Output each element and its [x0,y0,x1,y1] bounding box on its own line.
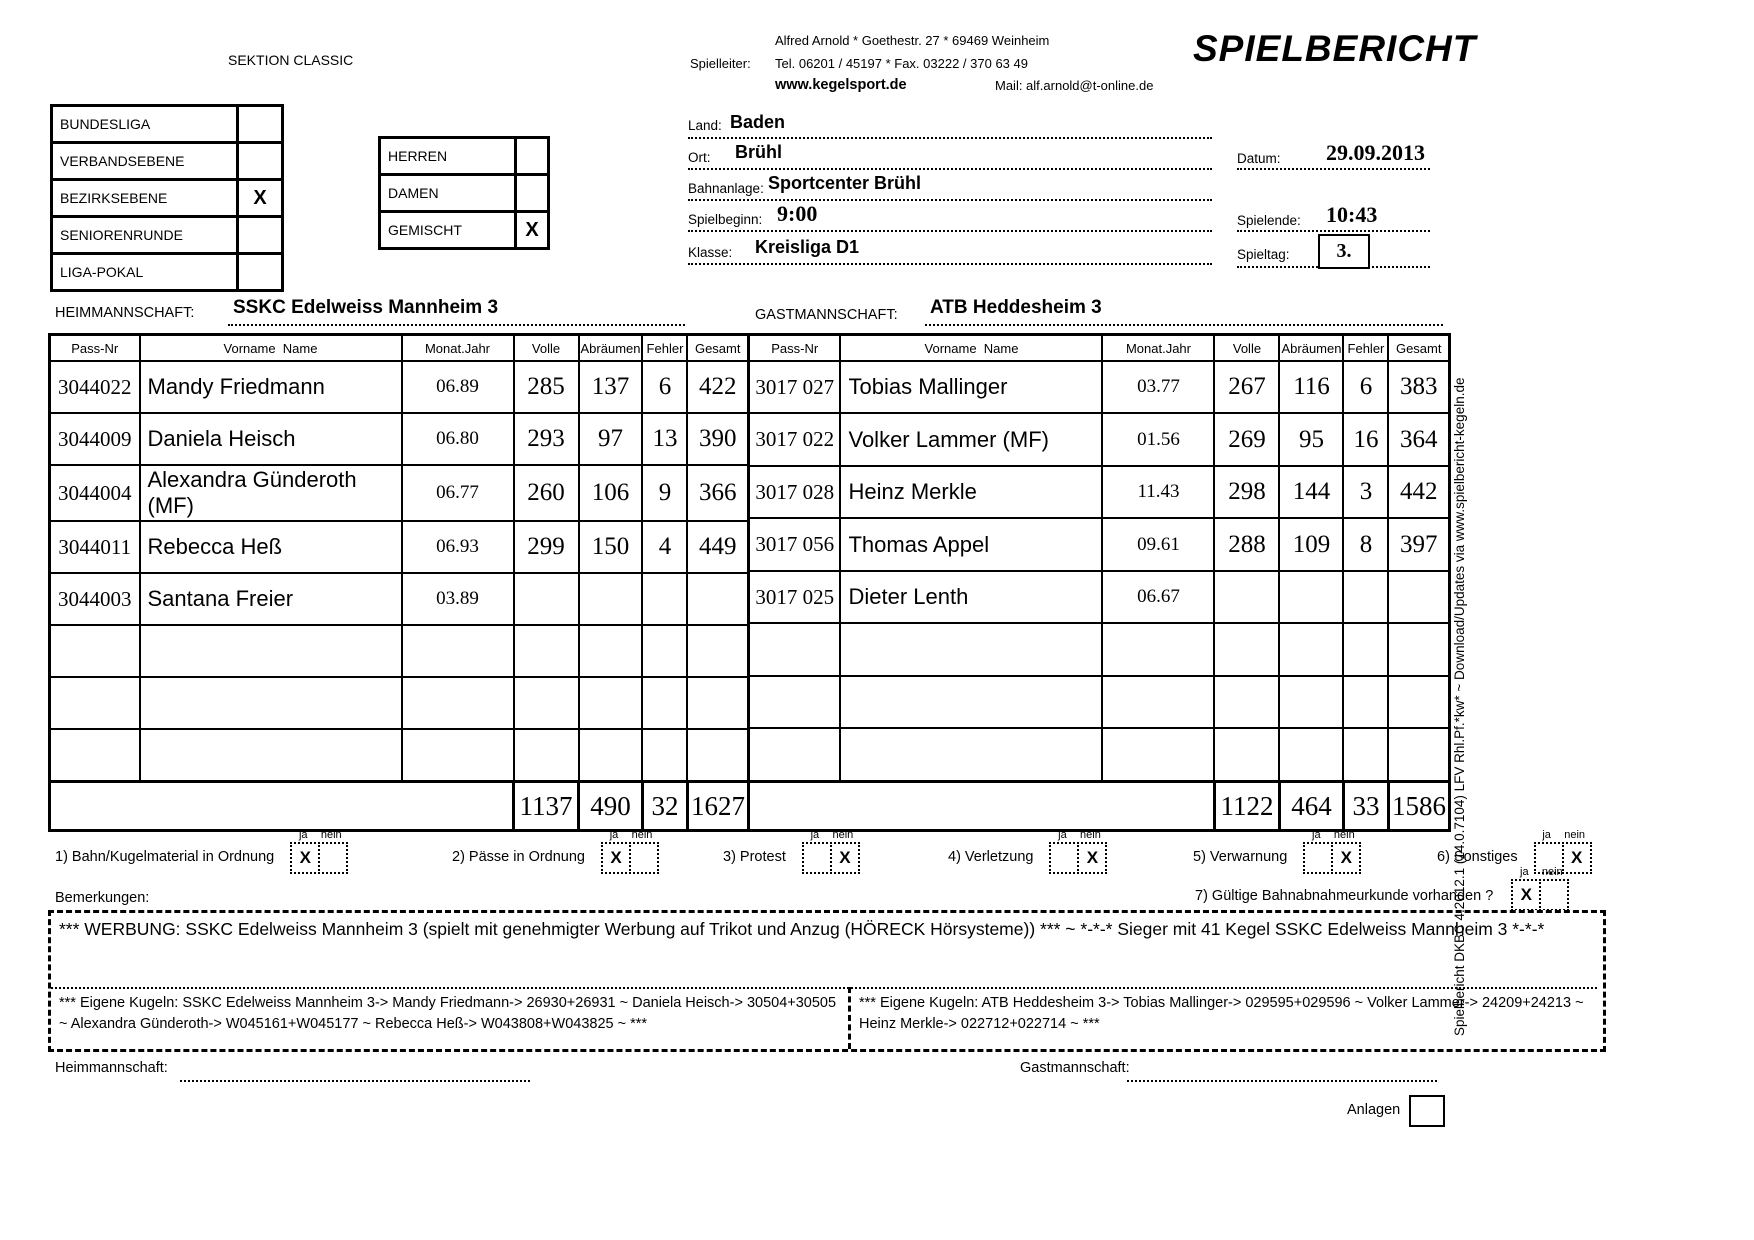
land-value: Baden [730,112,786,132]
divider-line [51,987,1597,989]
pass-number: 3017 056 [748,518,840,570]
birth-month-year: 06.93 [402,521,514,573]
dotted-line [688,137,1212,139]
league-level-row [52,254,283,291]
spielbeginn-value: 9:00 [777,201,818,226]
ja-caption: ja [609,829,619,841]
dotted-line [688,168,1212,170]
volle-value [1214,676,1279,728]
bemerkungen-label: Bemerkungen: [55,890,150,906]
birth-month-year: 09.61 [1102,518,1214,570]
league-level-label: BUNDESLIGA [52,106,238,143]
league-level-checkbox[interactable] [238,254,283,291]
pass-number: 3017 022 [748,413,840,465]
player-name: Santana Freier [140,573,402,625]
dotted-line [688,199,1212,201]
check-label: 4) Verletzung [948,849,1034,865]
spielende-value: 10:43 [1326,202,1378,227]
nein-caption: nein [1333,829,1355,841]
league-level-checkbox[interactable] [238,106,283,143]
league-level-row [52,143,283,180]
spielleiter-mail: Mail: alf.arnold@t-online.de [995,78,1154,93]
klasse-value: Kreisliga D1 [755,237,860,257]
category-checkbox[interactable] [516,175,549,212]
guest-own-balls-text: *** Eigene Kugeln: ATB Heddesheim 3-> Tobias Mallinger-> 029595+029596 ~ Volker Lammer-> 24209+24213 ~ Heinz Merkle-> 022712+022714 ~ *** [859,995,1584,1032]
category-label: HERREN [380,138,516,175]
column-header: Pass-Nr [748,335,840,362]
nein-checkbox[interactable]: X [1077,842,1107,874]
gesamt-value [1388,728,1449,781]
pass-number: 3044011 [50,521,140,573]
ja-nein-checkbox [1049,829,1107,874]
check-label: 1) Bahn/Kugelmaterial in Ordnung [55,849,275,865]
league-level-table [50,104,284,292]
column-header: Monat.Jahr [402,335,514,362]
ja-nein-caption [802,829,860,842]
pass-number: 3044003 [50,573,140,625]
dotted-line [1237,230,1430,232]
league-level-label: LIGA-POKAL [52,254,238,291]
guest-player-row [748,466,1449,518]
gesamt-value [687,573,748,625]
column-header: Pass-Nr [50,335,140,362]
nein-checkbox[interactable] [318,842,348,874]
birth-month-year [402,729,514,782]
nein-caption: nein [1541,866,1563,878]
fehler-value: 9 [642,465,687,521]
birth-month-year [1102,623,1214,675]
spielleiter-address: Alfred Arnold * Goethestr. 27 * 69469 Weinheim [775,33,1050,48]
ja-checkbox[interactable] [802,842,832,874]
ja-nein-checkbox [1511,866,1569,911]
home-total-gesamt: 1627 [687,782,748,831]
player-name [140,625,402,677]
column-header: Gesamt [687,335,748,362]
home-player-row [50,413,749,465]
pass-number: 3044009 [50,413,140,465]
home-own-balls-text: *** Eigene Kugeln: SSKC Edelweiss Mannheim 3-> Mandy Friedmann-> 26930+26931 ~ Daniela Heisch-> 30504+30505 ~ Alexandra Günderoth-> W045161+W045177 ~ Rebecca Heß-> W043808+W043825 ~ *** [59,995,837,1032]
gesamt-value [687,677,748,729]
pass-number: 3017 028 [748,466,840,518]
volle-value: 293 [514,413,579,465]
pass-number [748,623,840,675]
land-label: Land: [688,118,722,133]
bemerkungen-box [48,910,1606,1052]
bemerkungen-text: *** WERBUNG: SSKC Edelweiss Mannheim 3 (spielt mit genehmigter Werbung auf Trikot und Anzug (HÖRECK Hörsysteme)) *** ~ *-*-* Sieger mit 41 Kegel SSKC Edelweiss Mannheim 3 *-*-* [59,919,1545,939]
league-level-label: SENIORENRUNDE [52,217,238,254]
check-label: 6) Sonstiges [1437,849,1518,865]
home-player-row [50,361,749,413]
birth-month-year: 03.89 [402,573,514,625]
check-item [948,829,1107,874]
fehler-value [642,625,687,677]
home-signature-label: Heimmannschaft: [55,1060,168,1076]
klasse-label: Klasse: [688,245,733,260]
guest-total-abraeumen: 464 [1279,782,1343,831]
birth-month-year: 01.56 [1102,413,1214,465]
abraeumen-value: 116 [1279,361,1343,413]
pass-number: 3044022 [50,361,140,413]
guest-player-row [748,518,1449,570]
gesamt-value [1388,571,1449,623]
volle-value: 288 [1214,518,1279,570]
fehler-value [1343,571,1388,623]
home-table-header [50,335,749,362]
column-header: Gesamt [1388,335,1449,362]
column-header: Vorname Name [140,335,402,362]
volle-value: 267 [1214,361,1279,413]
player-name: Daniela Heisch [140,413,402,465]
volle-value [514,573,579,625]
volle-value [1214,571,1279,623]
ja-caption: ja [1312,829,1321,841]
column-header: Volle [1214,335,1279,362]
league-level-checkbox[interactable]: X [238,180,283,217]
gesamt-value: 364 [1388,413,1449,465]
category-row [380,212,549,249]
fehler-value [1343,623,1388,675]
gesamt-value [687,625,748,677]
pass-number [748,728,840,781]
fehler-value: 4 [642,521,687,573]
player-name: Alexandra Günderoth (MF) [140,465,402,521]
gesamt-value: 383 [1388,361,1449,413]
fehler-value [1343,676,1388,728]
volle-value [514,729,579,782]
ja-checkbox[interactable]: X [1511,879,1541,911]
guest-total-fehler: 33 [1343,782,1388,831]
gesamt-value: 449 [687,521,748,573]
check-label: 2) Pässe in Ordnung [452,849,585,865]
home-team-label: HEIMMANNSCHAFT: [55,305,195,321]
gesamt-value: 397 [1388,518,1449,570]
ja-nein-caption [1303,829,1361,842]
category-row [380,138,549,175]
gesamt-value [1388,676,1449,728]
anlagen-label: Anlagen [1347,1102,1401,1118]
fehler-value [1343,728,1388,781]
fehler-value [642,573,687,625]
birth-month-year [402,625,514,677]
guest-total-gesamt: 1586 [1388,782,1449,831]
ja-caption: ja [810,829,820,841]
spielende-label: Spielende: [1237,213,1301,228]
checkbox-cells [1049,842,1107,874]
abraeumen-value: 150 [579,521,643,573]
spieltag-value: 3. [1336,240,1352,262]
anlagen-checkbox[interactable] [1409,1095,1445,1127]
abraeumen-value [579,729,643,782]
guest-signature-label: Gastmannschaft: [1020,1060,1130,1076]
ort-value: Brühl [735,142,782,162]
guest-player-row [748,623,1449,675]
category-row [380,175,549,212]
fehler-value: 13 [642,413,687,465]
check-item [723,829,860,874]
league-level-checkbox[interactable] [238,217,283,254]
spielbeginn-label: Spielbeginn: [688,212,763,227]
league-level-label: VERBANDSEBENE [52,143,238,180]
gesamt-value: 442 [1388,466,1449,518]
ja-nein-caption [1511,866,1569,879]
fehler-value [642,677,687,729]
ort-label: Ort: [688,150,711,165]
guest-player-row [748,413,1449,465]
ja-caption: ja [1058,829,1067,841]
check-item-7 [1195,866,1569,911]
fehler-value: 6 [1343,361,1388,413]
abraeumen-value [1279,571,1343,623]
ja-nein-checkbox [601,829,659,874]
checkbox-cells [1511,879,1569,911]
dotted-line [688,230,1212,232]
column-header: Vorname Name [840,335,1102,362]
birth-month-year [1102,676,1214,728]
home-player-row [50,573,749,625]
abraeumen-value [1279,728,1343,781]
page-title: SPIELBERICHT [1193,28,1477,69]
player-name [840,676,1102,728]
version-sidebar-text: Spielbericht DKBC 4.2012.1 (14.0.7104) LFV Rhl.Pf.*kw* ~ Download/Updates via www.spielbericht-kegeln.de [1452,377,1467,1036]
abraeumen-value [1279,623,1343,675]
pass-number: 3017 027 [748,361,840,413]
sektion-label: SEKTION CLASSIC [228,52,354,68]
pass-number: 3044004 [50,465,140,521]
player-name [140,729,402,782]
ja-checkbox[interactable]: X [290,842,320,874]
check7-label: 7) Gültige Bahnabnahmeurkunde vorhanden ? [1195,888,1494,904]
home-score-table [48,333,750,832]
ja-nein-caption [1049,829,1107,842]
datum-label: Datum: [1237,151,1281,166]
guest-team-name: ATB Heddesheim 3 [930,297,1102,318]
birth-month-year: 03.77 [1102,361,1214,413]
volle-value [1214,623,1279,675]
nein-checkbox[interactable] [629,842,659,874]
gesamt-value: 422 [687,361,748,413]
guest-player-row [748,728,1449,781]
home-total-volle: 1137 [514,782,579,831]
volle-value: 298 [1214,466,1279,518]
dotted-line [1237,168,1430,170]
category-table [378,136,550,250]
column-header: Abräumen [1279,335,1343,362]
ja-checkbox[interactable] [1049,842,1079,874]
score-table-area [48,333,1451,832]
fehler-value: 16 [1343,413,1388,465]
spieltag-label: Spieltag: [1237,247,1290,262]
category-label: DAMEN [380,175,516,212]
player-name: Rebecca Heß [140,521,402,573]
player-name: Heinz Merkle [840,466,1102,518]
spielleiter-phone: Tel. 06201 / 45197 * Fax. 03222 / 370 63 49 [775,56,1028,71]
gesamt-value [1388,623,1449,675]
guest-score-table [747,333,1451,832]
abraeumen-value: 97 [579,413,643,465]
nein-checkbox[interactable]: X [830,842,860,874]
volle-value: 299 [514,521,579,573]
nein-checkbox[interactable]: X [1331,842,1361,874]
home-player-row [50,521,749,573]
birth-month-year: 06.89 [402,361,514,413]
spieltag-box [1318,234,1370,269]
nein-caption: nein [320,829,342,841]
birth-month-year: 06.67 [1102,571,1214,623]
guest-player-row [748,571,1449,623]
abraeumen-value [579,573,643,625]
player-name: Tobias Mallinger [840,361,1102,413]
check-label: 3) Protest [723,849,786,865]
birth-month-year [402,677,514,729]
league-level-row [52,217,283,254]
ja-nein-caption [1534,829,1592,842]
ja-caption: ja [298,829,308,841]
home-total-fehler: 32 [642,782,687,831]
nein-caption: nein [631,829,653,841]
pass-number: 3017 025 [748,571,840,623]
volle-value: 260 [514,465,579,521]
category-checkbox[interactable] [516,138,549,175]
birth-month-year [1102,728,1214,781]
birth-month-year: 06.77 [402,465,514,521]
spielleiter-label: Spielleiter: [690,56,751,71]
guest-signature-line [1127,1080,1437,1082]
category-label: GEMISCHT [380,212,516,249]
column-header: Fehler [642,335,687,362]
volle-value: 269 [1214,413,1279,465]
guest-player-row [748,361,1449,413]
dotted-line [228,324,685,326]
checkbox-cells [802,842,860,874]
ja-checkbox[interactable]: X [601,842,631,874]
pass-number [748,676,840,728]
column-header: Fehler [1343,335,1388,362]
home-signature-line [180,1080,530,1082]
ja-nein-caption [290,829,348,842]
home-player-row [50,465,749,521]
player-name: Dieter Lenth [840,571,1102,623]
ja-nein-checkbox [802,829,860,874]
home-player-row [50,677,749,729]
check-label: 5) Verwarnung [1193,849,1288,865]
home-player-row [50,729,749,782]
column-header: Abräumen [579,335,643,362]
checkbox-cells [601,842,659,874]
dotted-line [688,263,1212,265]
spielleiter-website: www.kegelsport.de [775,77,907,93]
home-total-abraeumen: 490 [579,782,643,831]
abraeumen-value: 95 [1279,413,1343,465]
player-name [840,728,1102,781]
player-name [840,623,1102,675]
home-player-row [50,625,749,677]
player-name [140,677,402,729]
home-team-name: SSKC Edelweiss Mannheim 3 [233,297,499,318]
abraeumen-value: 137 [579,361,643,413]
player-name: Thomas Appel [840,518,1102,570]
guest-player-row [748,676,1449,728]
volle-value: 285 [514,361,579,413]
birth-month-year: 06.80 [402,413,514,465]
volle-value [514,625,579,677]
bahnanlage-value: Sportcenter Brühl [768,173,922,193]
abraeumen-value [579,677,643,729]
guest-team-label: GASTMANNSCHAFT: [755,307,898,323]
abraeumen-value [579,625,643,677]
abraeumen-value: 106 [579,465,643,521]
pass-number [50,677,140,729]
gesamt-value: 390 [687,413,748,465]
volle-value [1214,728,1279,781]
divider-line [848,987,851,1049]
column-header: Monat.Jahr [1102,335,1214,362]
fehler-value [642,729,687,782]
player-name: Mandy Friedmann [140,361,402,413]
guest-total-volle: 1122 [1214,782,1279,831]
ja-caption: ja [1520,866,1529,878]
gesamt-value: 366 [687,465,748,521]
checkbox-cells [290,842,348,874]
abraeumen-value: 144 [1279,466,1343,518]
pass-number [50,729,140,782]
ja-nein-caption [601,829,659,842]
ja-nein-checkbox [290,829,348,874]
category-checkbox[interactable]: X [516,212,549,249]
checkbox-row [0,812,1754,874]
bahnanlage-label: Bahnanlage: [688,181,764,196]
nein-checkbox[interactable]: X [1562,842,1592,874]
check-item [55,829,348,874]
fehler-value: 3 [1343,466,1388,518]
ja-caption: ja [1542,829,1551,841]
pass-number [50,625,140,677]
nein-caption: nein [1080,829,1101,841]
datum-value: 29.09.2013 [1326,140,1425,165]
volle-value [514,677,579,729]
check-item [452,829,659,874]
abraeumen-value: 109 [1279,518,1343,570]
player-name: Volker Lammer (MF) [840,413,1102,465]
column-header: Volle [514,335,579,362]
league-level-row [52,180,283,217]
dotted-line [925,324,1443,326]
fehler-value: 6 [642,361,687,413]
league-level-label: BEZIRKSEBENE [52,180,238,217]
league-level-checkbox[interactable] [238,143,283,180]
abraeumen-value [1279,676,1343,728]
nein-caption: nein [832,829,854,841]
gesamt-value [687,729,748,782]
birth-month-year: 11.43 [1102,466,1214,518]
nein-caption: nein [1564,829,1585,841]
nein-checkbox[interactable] [1539,879,1569,911]
league-level-row [52,106,283,143]
guest-table-header [748,335,1449,362]
fehler-value: 8 [1343,518,1388,570]
